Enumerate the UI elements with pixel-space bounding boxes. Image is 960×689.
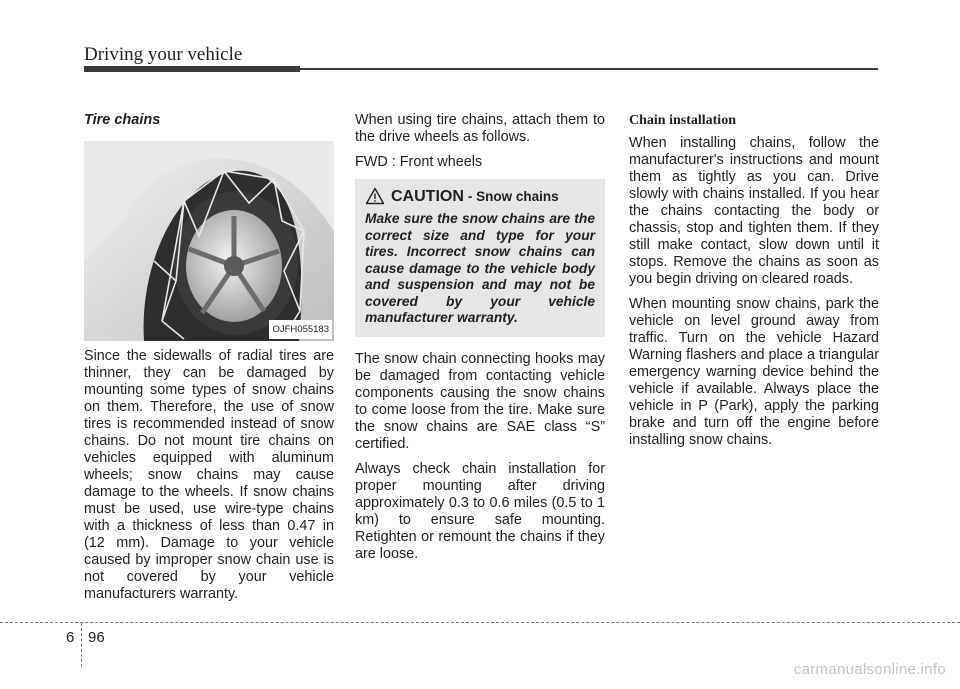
watermark: carmanualsonline.info — [793, 661, 946, 678]
footer-divider — [81, 623, 82, 667]
intro-paragraph: When using tire chains, attach them to the drive wheels as follows. — [355, 112, 605, 145]
tire-chain-figure — [84, 141, 334, 341]
tire-chain-illustration — [84, 141, 334, 341]
warning-triangle-icon — [365, 187, 385, 205]
left-column — [84, 112, 334, 611]
caution-box — [355, 179, 605, 337]
right-paragraph-2: When mounting snow chains, park the vehicle on level ground away from traffic. Turn on the vehicle Hazard Warning flashers and place a triangular emergency warning device behind the vehicle if available. Always place the vehicle in P (Park), apply the parking brake and turn off the engine before installing snow chains. — [629, 296, 879, 448]
right-column — [629, 112, 879, 457]
caution-subtitle: - Snow chains — [467, 188, 559, 204]
caution-word: CAUTION — [391, 187, 464, 205]
right-paragraph-1: When installing chains, follow the manufacturer's instructions and mount them as tightly as you can. Drive slowly with chains installed. If you hear the chains contacting the body or chassis, stop and tighten them. If they still make contact, slow down until it stops. Remove the chains as soon as you begin driving on cleared roads. — [629, 135, 879, 287]
chain-installation-heading: Chain installation — [629, 113, 736, 128]
caution-header — [365, 187, 595, 205]
left-paragraph: Since the sidewalls of radial tires are thinner, they can be damaged by mounting some types of snow chains on them. Therefore, the use of snow tires is recommended instead of snow chains. Do not mount tire chains on vehicles equipped with aluminum wheels; snow chains may cause damage to the wheels. If snow chains must be used, use wire-type chains with a thickness of less than 0.47 in (12 mm). Damage to your vehicle caused by improper snow chain use is not covered by your vehicle manufacturers warranty. — [84, 348, 334, 602]
figure-code: OJFH055183 — [269, 320, 332, 339]
header-rule-thick — [84, 66, 300, 72]
footer-rule — [0, 622, 960, 623]
section-title: Tire chains — [84, 112, 161, 128]
middle-column — [355, 112, 605, 571]
middle-paragraph-1: The snow chain connecting hooks may be damaged from contacting vehicle components causing the snow chains to come loose from the tire. Make sure the snow chains are SAE class “S” certified. — [355, 350, 605, 452]
page-number: 96 — [88, 629, 105, 646]
page-header-title: Driving your vehicle — [84, 44, 243, 65]
chapter-number: 6 — [66, 629, 75, 646]
middle-paragraph-2: Always check chain installation for proper mounting after driving approximately 0.3 to 0.6 miles (0.5 to 1 km) to ensure safe mounting. Retighten or remount the chains if they are loose. — [355, 460, 605, 562]
caution-body: Make sure the snow chains are the correct size and type for your tires. Incorrect snow chains can cause damage to the vehicle body and suspension and may not be covered by your vehicle manufacturer warranty. — [365, 211, 595, 325]
header-rule-thin — [300, 68, 878, 70]
fwd-line: FWD : Front wheels — [355, 154, 483, 170]
